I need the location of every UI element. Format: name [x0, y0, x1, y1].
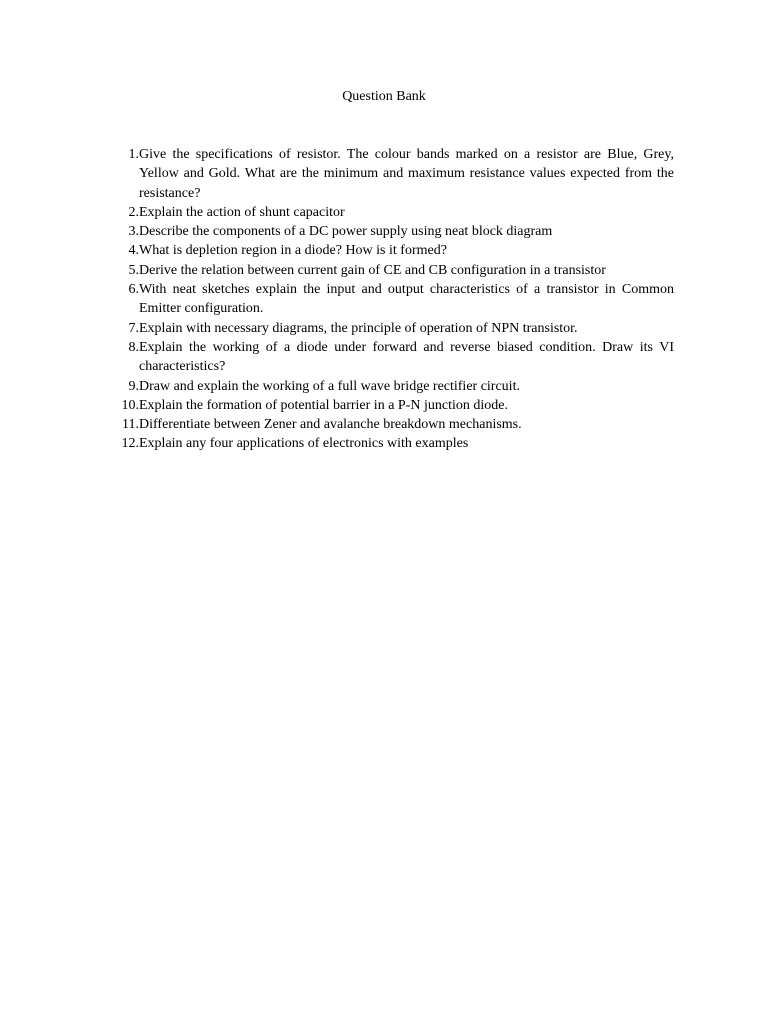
- question-number: 1.: [128, 147, 139, 162]
- question-text: Differentiate between Zener and avalanche breakdown mechanisms.: [139, 417, 522, 433]
- question-number: 4.: [128, 243, 139, 259]
- question-text: Explain with necessary diagrams, the principle of operation of NPN transistor.: [139, 320, 578, 336]
- question-text: With neat sketches explain the input and output characteristics of a transistor in Common Emitter configuration.: [139, 282, 674, 317]
- list-item: [108, 396, 674, 415]
- list-item: [108, 145, 674, 203]
- list-item: [108, 203, 674, 222]
- question-text: Explain the working of a diode under forward and reverse biased condition. Draw its VI characteristics?: [139, 339, 674, 375]
- question-number: 5.: [128, 262, 139, 278]
- list-item: [108, 222, 674, 241]
- list-item: [108, 338, 674, 377]
- list-item: [108, 261, 674, 280]
- question-number: 2.: [128, 204, 139, 220]
- question-number: 12.: [121, 436, 139, 452]
- list-item: [108, 241, 674, 260]
- question-number: 11.: [122, 417, 139, 433]
- list-item: [108, 434, 674, 453]
- list-item: [108, 280, 674, 319]
- question-text: Describe the components of a DC power supply using neat block diagram: [139, 224, 553, 240]
- question-text: Derive the relation between current gain of CE and CB configuration in a transistor: [139, 262, 606, 278]
- list-item: [108, 415, 674, 434]
- question-list: [108, 145, 674, 454]
- question-number: 9.: [128, 378, 139, 394]
- list-item: [108, 319, 674, 338]
- question-number: 3.: [128, 224, 139, 240]
- question-number: 6.: [128, 282, 139, 298]
- question-text: Give the specifications of resistor. The colour bands marked on a resistor are Blue, Grey, Yellow and Gold. What are the minimum and maximum resistance values expected from the resistance?: [139, 147, 674, 201]
- list-item: [108, 377, 674, 396]
- question-text: Draw and explain the working of a full wave bridge rectifier circuit.: [139, 378, 520, 394]
- question-number: 7.: [128, 320, 139, 336]
- question-text: Explain any four applications of electronics with examples: [139, 436, 469, 452]
- question-number: 10.: [121, 397, 139, 413]
- question-text: What is depletion region in a diode? How is it formed?: [139, 243, 447, 259]
- question-text: Explain the formation of potential barrier in a P-N junction diode.: [139, 397, 508, 413]
- question-text: Explain the action of shunt capacitor: [139, 204, 345, 220]
- question-number: 8.: [128, 339, 139, 355]
- page-title: Question Bank: [342, 89, 426, 104]
